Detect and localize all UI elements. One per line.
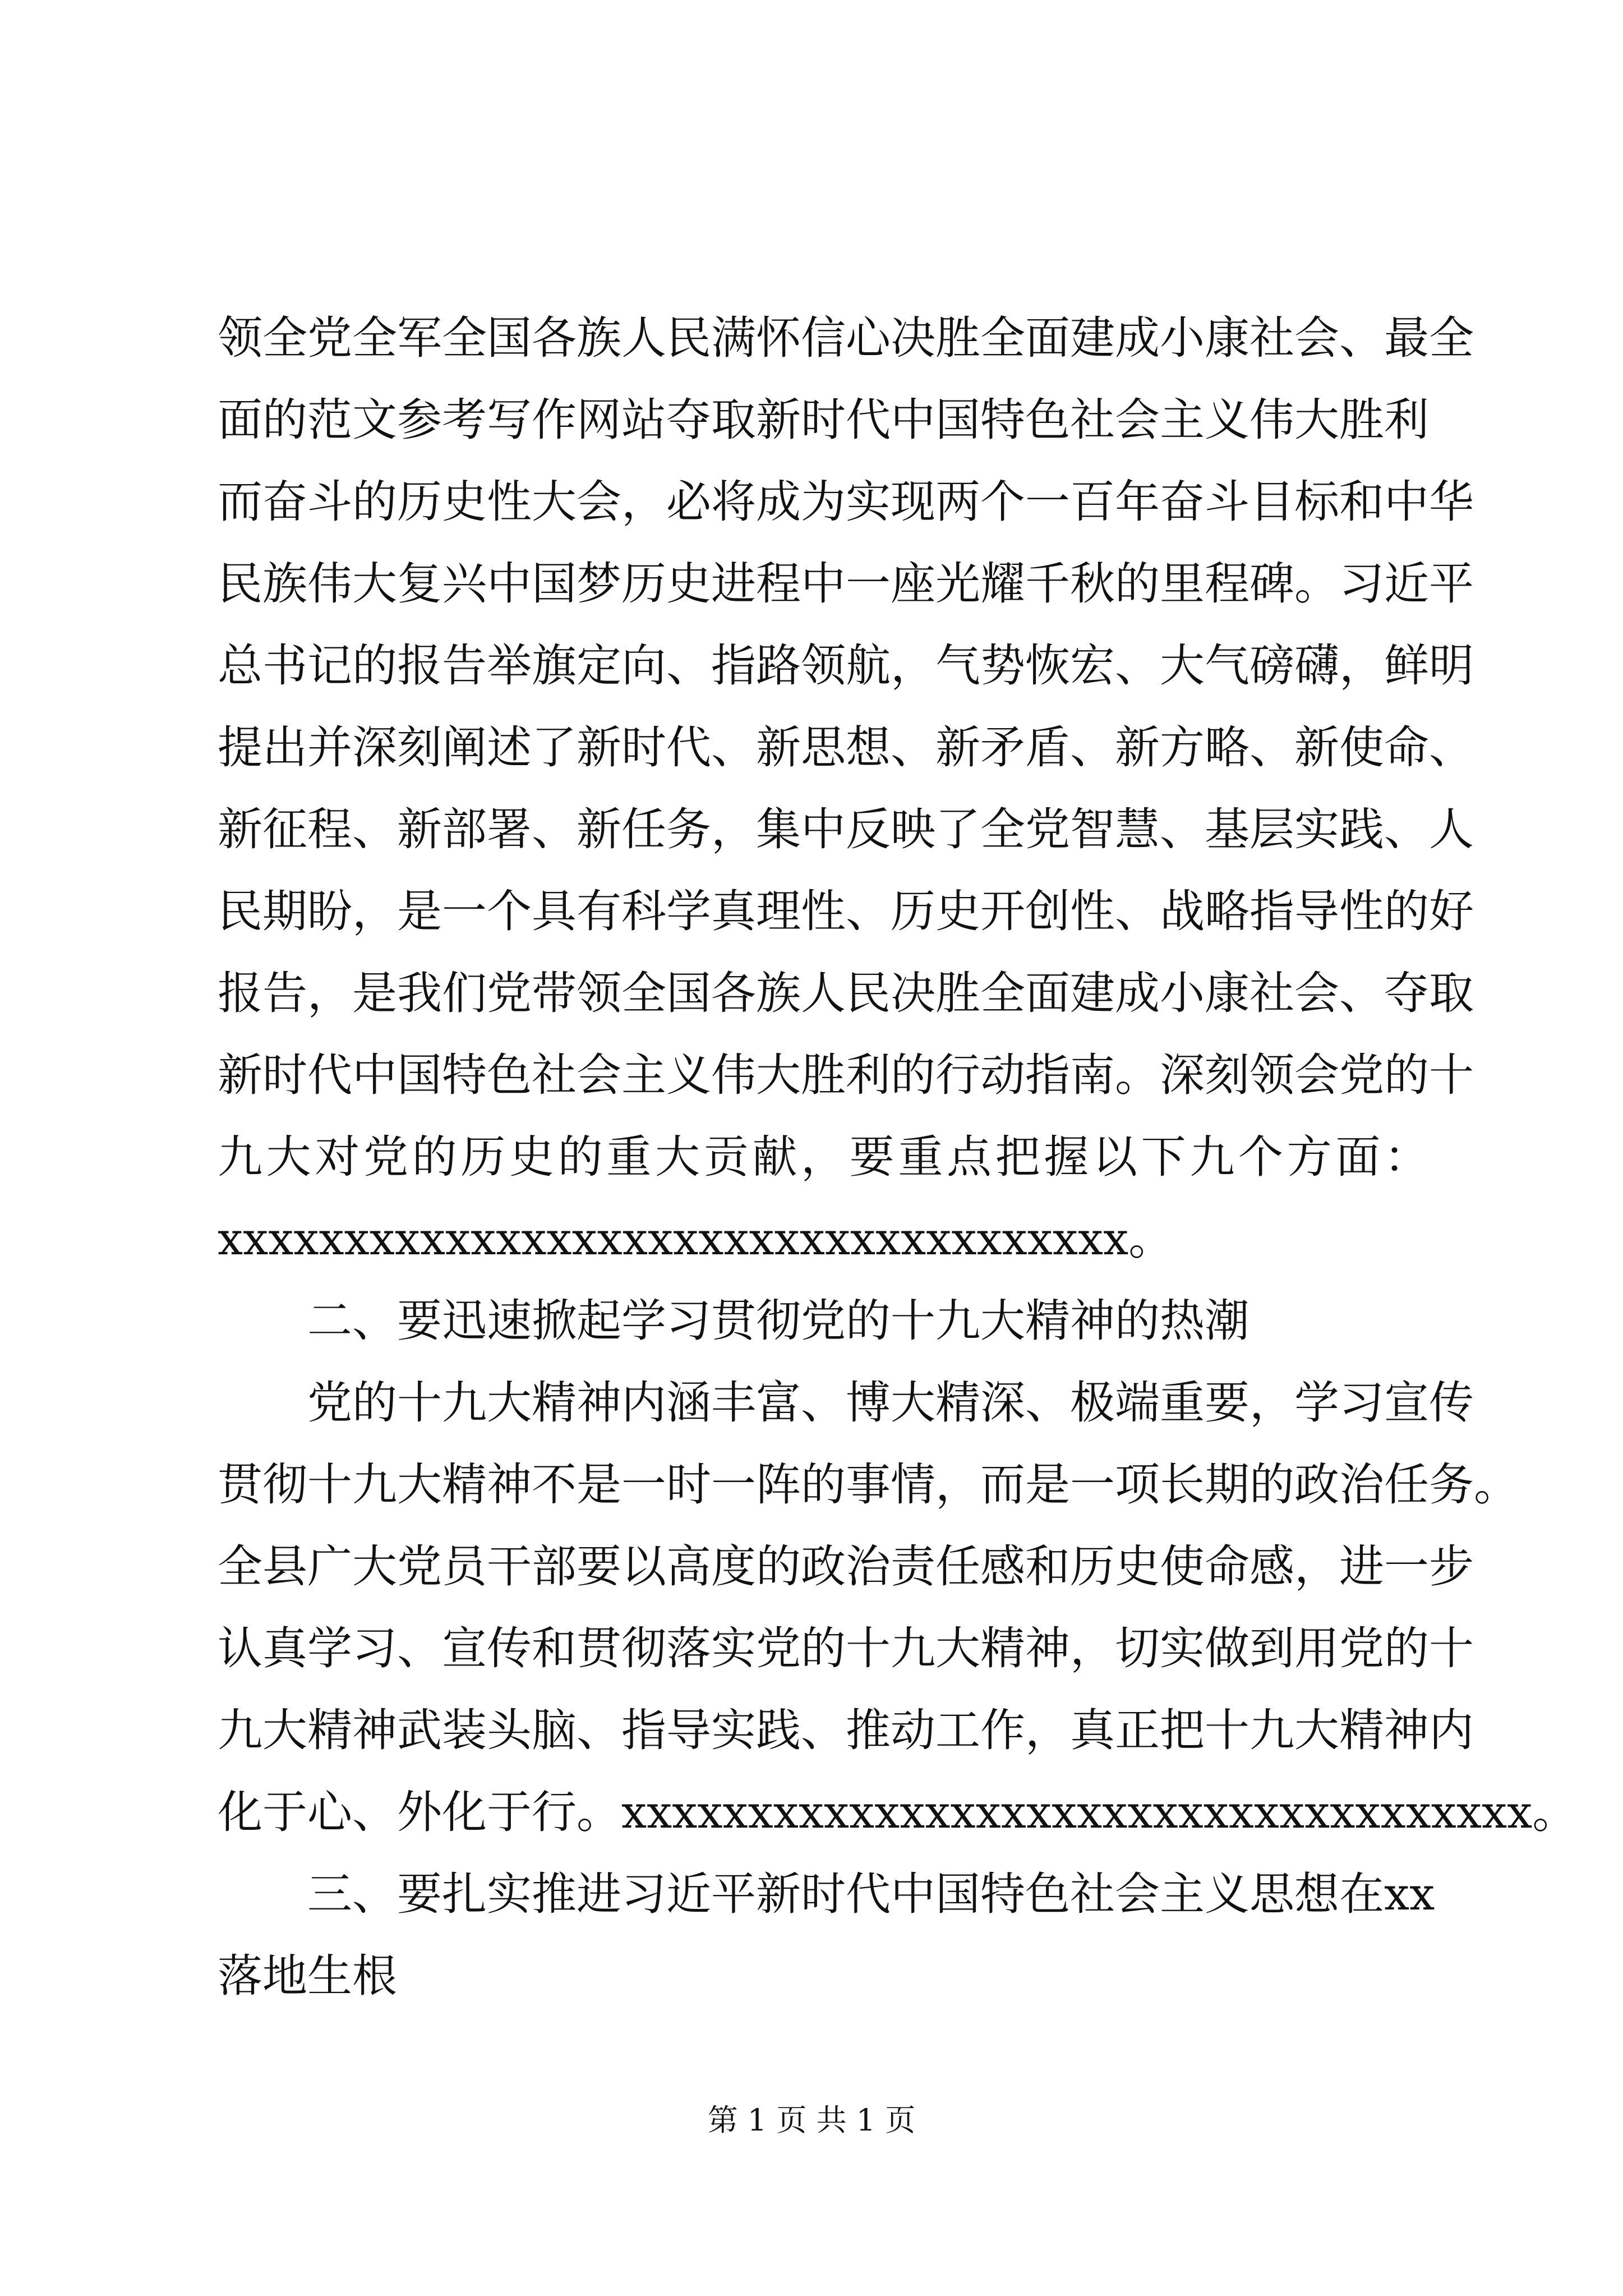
text-line: 认真学习、宣传和贯彻落实党的十九大精神，切实做到用党的十 [218, 1622, 1474, 1674]
text-line: 总书记的报告举旗定向、指路领航，气势恢宏、大气磅礴，鲜明 [218, 639, 1474, 692]
text-line: 三、要扎实推进习近平新时代中国特色社会主义思想在xx [307, 1868, 1435, 1920]
text-line: 报告，是我们党带领全国各族人民决胜全面建成小康社会、夺取 [218, 967, 1474, 1019]
text-line: 九大精神武装头脑、指导实践、推动工作，真正把十九大精神内 [218, 1704, 1474, 1756]
text-line: 贯彻十九大精神不是一时一阵的事情，而是一项长期的政治任务。 [218, 1458, 1519, 1511]
text-line: 而奋斗的历史性大会，必将成为实现两个一百年奋斗目标和中华 [218, 476, 1474, 528]
text-line: 新征程、新部署、新任务，集中反映了全党智慧、基层实践、人 [218, 803, 1474, 855]
text-line: 新时代中国特色社会主义伟大胜利的行动指南。深刻领会党的十 [218, 1049, 1474, 1101]
text-line: 提出并深刻阐述了新时代、新思想、新矛盾、新方略、新使命、 [218, 721, 1474, 774]
text-line: 全县广大党员干部要以高度的政治责任感和历史使命感，进一步 [218, 1540, 1474, 1593]
text-line: xxxxxxxxxxxxxxxxxxxxxxxxxxxxxxxxxxxx。 [218, 1213, 1174, 1265]
page-footer: 第 1 页 共 1 页 [707, 2102, 916, 2138]
text-line: 民族伟大复兴中国梦历史进程中一座光耀千秋的里程碑。习近平 [218, 558, 1474, 610]
text-line: 领全党全军全国各族人民满怀信心决胜全面建成小康社会、最全 [218, 312, 1474, 364]
text-line: 九大对党的历史的重大贡献，要重点把握以下九个方面： [218, 1131, 1429, 1183]
text-line: 面的范文参考写作网站夺取新时代中国特色社会主义伟大胜利 [218, 394, 1429, 446]
text-line: 落地生根 [218, 1950, 397, 2002]
text-line: 二、要迅速掀起学习贯彻党的十九大精神的热潮 [307, 1295, 1249, 1347]
text-line: 化于心、外化于行。xxxxxxxxxxxxxxxxxxxxxxxxxxxxxxxxxxxx。 [218, 1786, 1578, 1838]
text-line: 党的十九大精神内涵丰富、博大精深、极端重要，学习宣传 [307, 1377, 1474, 1429]
text-line: 民期盼，是一个具有科学真理性、历史开创性、战略指导性的好 [218, 885, 1474, 937]
body-text [218, 297, 1578, 2017]
